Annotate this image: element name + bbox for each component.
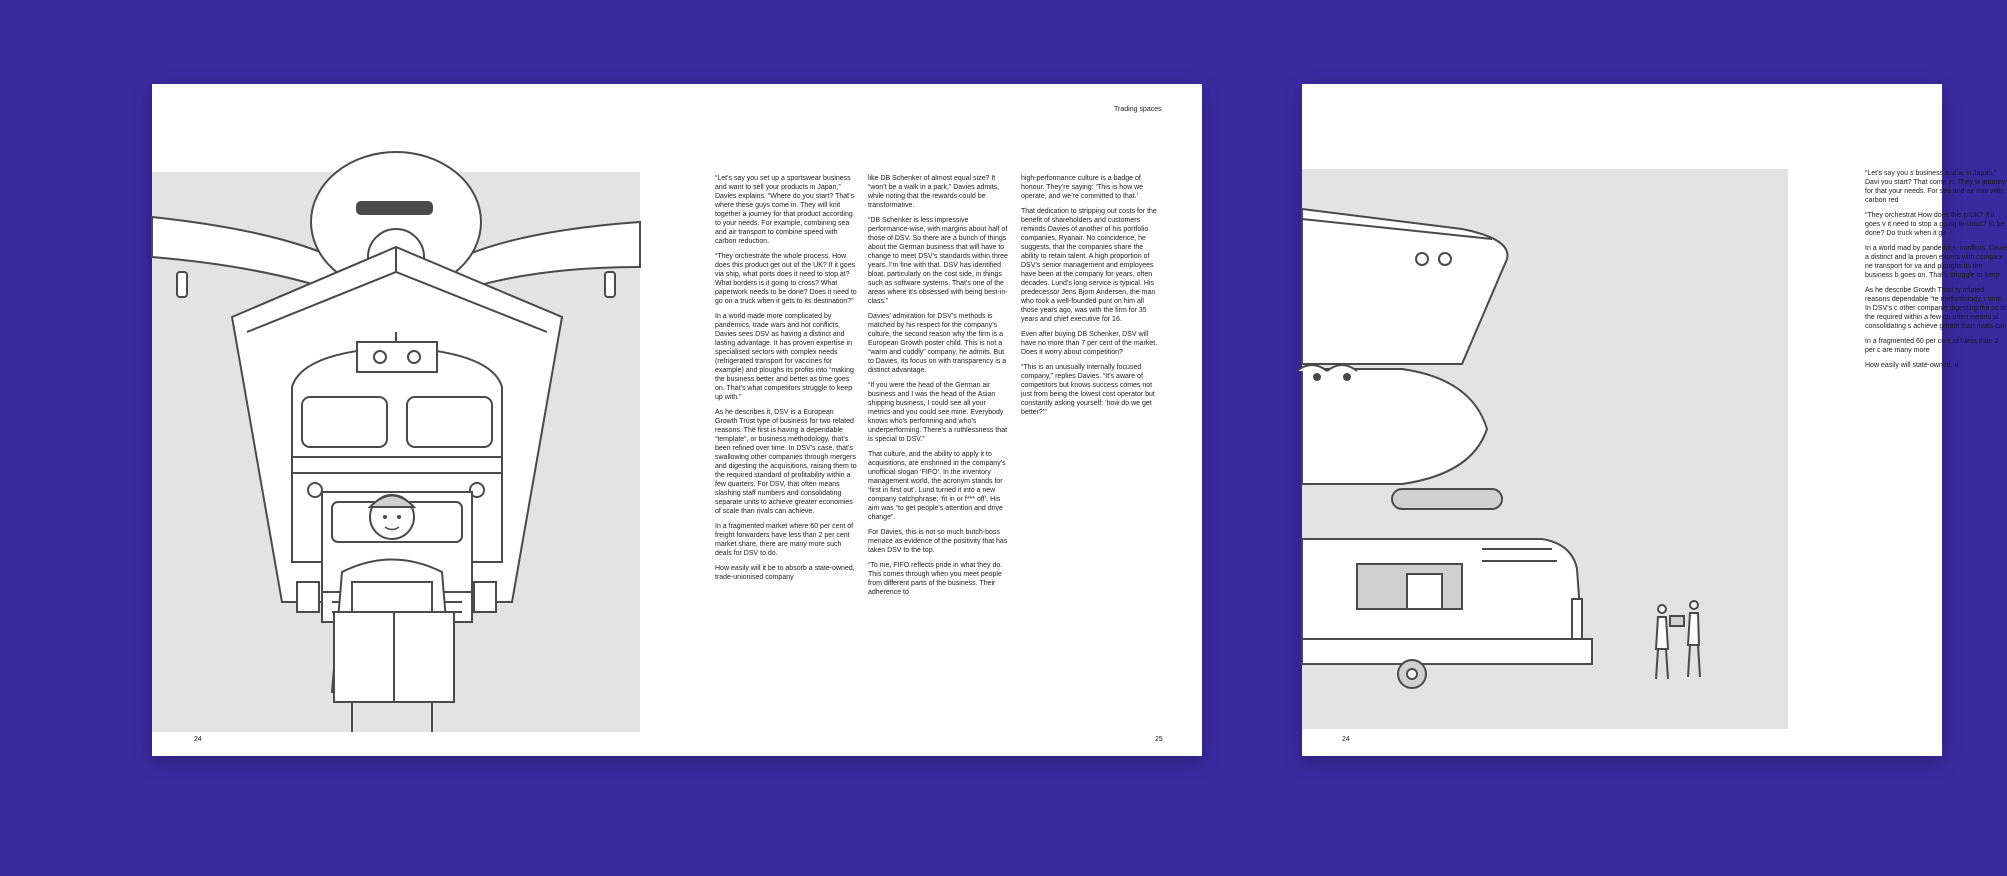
paragraph: In a world made more complicated by pandemics, trade wars and hot conflicts, Davies sees DSV as having a distinct and lasting advantage. It has proven expertise in specialised sectors with complex needs (refrigerated transport for vaccines for example) and ploughs its profits into “making the business better and better as time goes on. That’s what competitors struggle to keep up with.”	[715, 313, 854, 401]
paragraph: “DB Schenker is less impressive performance-wise, with margins about half of those of DSV. So there are a bunch of things about the German business that will have to change to meet DSV’s standards within three years. I’m fine with that. DSV has identified bloat, particularly on the cost side, in things such as software systems. That’s one of the areas where it’s obsessed with being best-in-class.”	[868, 217, 1008, 305]
airplane-ship-train-courier-icon	[152, 172, 640, 732]
paragraph: For Davies, this is not so much butch-boss menace as evidence of the positivity that has taken DSV to the top.	[868, 529, 1008, 554]
paragraph: “They orchestrat How does this p UK? If it goes v it need to stop a going to cross? to be done? Do truck when it ge	[1865, 212, 2005, 237]
paragraph: In a fragmented 60 per cent of f less than 2 per c are many more	[1865, 338, 1999, 354]
magazine-spread-left	[152, 84, 1202, 756]
ship-plane-train-delivery-icon	[1302, 169, 1788, 729]
paragraph: In a fragmented market where 60 per cent of freight forwarders have less than 2 per cent market share, there are many more such deals for DSV to do.	[715, 523, 854, 557]
paragraph: That dedication to stripping out costs for the benefit of shareholders and customers reminds Davies of another of his portfolio companies, Ryanair. No coincidence, he suggests, that the companies share the ability to retain talent. A high proportion of DSV’s senior management and employees have been at the company for years, often decades. Lund’s long service is typical. His predecessor Jens Bjorn Andersen, the man who took a well-founded punt on him all those years ago, was with the firm for 35 years and chief executive for 16.	[1021, 208, 1157, 323]
paragraph: “They orchestrate the whole process. How does this product get out of the UK? If it goes via ship, what ports does it need to stop at? What borders is it going to cross? What paperwork needs to be done? Does it need to go on a truck when it gets to its destination?”	[715, 253, 857, 305]
paragraph: “Let’s say you s business and w in Japan,” Davi you start? That come in. They w journey for that your needs. For sea and air tran with carbon red	[1865, 170, 2006, 204]
paragraph: “To me, FIFO reflects pride in what they do. This comes through when you meet people from different parts of the business. Their adherence to	[868, 562, 1003, 596]
paragraph: “Let’s say you set up a sportswear business and want to sell your products in Japan,” Davies explains. “Where do you start? That’s where these guys come in. They will knit together a journey for that product according to your needs. For example, combining sea and air transport to combine speed with carbon reduction.	[715, 175, 855, 245]
text-column-1	[715, 174, 857, 588]
paragraph: That culture, and the ability to apply it to acquisitions, are enshrined in the company’s unofficial slogan ‘FIFO’. In the inventory management world, the acronym stands for ‘first in first out’. Lund turned it into a new company catchphrase: ‘fit in or f*** off’. His aim was “to get people’s attention and drive change”.	[868, 451, 1006, 521]
running-header: Trading spaces	[1114, 106, 1162, 113]
paragraph: How easily will state-owned, tr	[1865, 362, 1959, 369]
paragraph: As he describe Growth Trust ty related reasons dependable “te methodology, t time. In DSV’s c other companie digesting the ac to the required within a few qu often means sl consolidating s achieve greate than rivals can	[1865, 287, 2007, 330]
paragraph: high-performance culture is a badge of honour. They’re saying: ‘This is how we operate, and we’re committed to that.’	[1021, 175, 1144, 200]
paragraph: How easily will it be to absorb a state-owned, trade-unionised company	[715, 565, 855, 581]
page-number-right: 25	[1155, 736, 1163, 743]
page-number-left: 24	[194, 736, 202, 743]
paragraph: “This is an unusually internally focused company,” replies Davies. “It’s aware of competitors but knows success comes not just from being the lowest cost operator but constantly asking yourself: ‘how do we get better?’”	[1021, 364, 1155, 416]
paragraph: As he describes it, DSV is a European Growth Trust type of business for two related reasons. The first is having a dependable “template”, or business methodology, that’s been refined over time. In DSV’s case, that’s swallowing other companies through mergers and digesting the acquisitions, raising them to the required standard of profitability within a few quarters. For DSV, that often means slashing staff numbers and consolidating separate units to achieve greater economies of scale than rivals can achieve.	[715, 409, 857, 515]
text-column-3	[1021, 174, 1163, 423]
paragraph: In a world mad by pandemics, conflicts, Davie a distinct and la proven experti with complex ne transport for va and ploughs its the business b goes on. That’s struggle to keep	[1865, 245, 2007, 279]
text-column-2	[868, 174, 1010, 603]
paragraph: “If you were the head of the German air business and I was the head of the Asian shipping business, I could see all your metrics and you could see mine. Everybody knows who’s performing and who’s underperforming. There’s a ruthlessness that is special to DSV.”	[868, 382, 1008, 443]
transport-illustration-2	[1302, 169, 1788, 729]
page-number: 24	[1342, 736, 1350, 743]
paragraph: like DB Schenker of almost equal size? It “won’t be a walk in a park,” Davies admits, while noting that the rewards could be transformative.	[868, 175, 1000, 209]
transport-illustration	[152, 172, 640, 732]
magazine-spread-right	[1302, 84, 2007, 756]
text-column-1	[1865, 169, 2007, 376]
paragraph: Davies’ admiration for DSV’s methods is matched by his respect for the company’s culture, the second reason why the firm is a European Growth poster child. This is not a “warm and cuddly” company, he admits. But to Davies, its focus on with transparency is a distinct advantage.	[868, 313, 1007, 374]
paragraph: Even after buying DB Schenker, DSV will have no more than 7 per cent of the market. Does it worry about competition?	[1021, 331, 1158, 356]
